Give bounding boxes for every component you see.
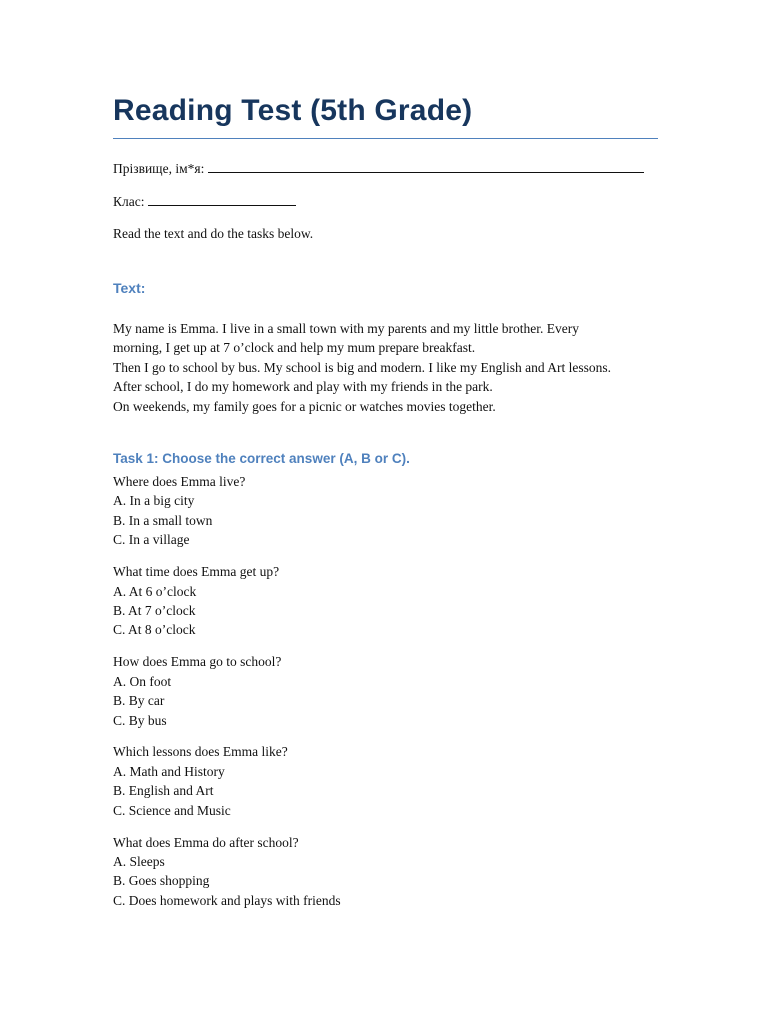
- class-blank-line[interactable]: [148, 192, 296, 206]
- name-label: Прізвище, ім*я:: [113, 161, 205, 176]
- question-text: What does Emma do after school?: [113, 834, 299, 850]
- answer-option: A. Sleeps: [113, 853, 165, 869]
- question-text: Which lessons does Emma like?: [113, 744, 288, 760]
- class-field: [113, 192, 658, 211]
- answer-option: A. At 6 o’clock: [113, 583, 197, 599]
- page-title: Reading Test (5th Grade): [113, 92, 658, 139]
- answer-option: B. In a small town: [113, 512, 213, 528]
- answer-option: B. Goes shopping: [113, 873, 210, 889]
- text-section-heading: Text:: [113, 280, 146, 296]
- passage-line: On weekends, my family goes for a picnic or watches movies together.: [113, 398, 496, 414]
- instruction-text: Read the text and do the tasks below.: [113, 226, 314, 241]
- question-text: Where does Emma live?: [113, 474, 246, 490]
- name-field: [113, 159, 658, 178]
- answer-option: C. By bus: [113, 712, 167, 728]
- answer-option: A. In a big city: [113, 493, 195, 509]
- reading-passage: [113, 319, 658, 416]
- worksheet-page: [113, 92, 658, 910]
- question-text: How does Emma go to school?: [113, 654, 282, 670]
- passage-line: My name is Emma. I live in a small town with my parents and my little brother. Every: [113, 321, 580, 336]
- answer-option: B. By car: [113, 693, 165, 709]
- answer-option: B. English and Art: [113, 783, 214, 799]
- passage-line: morning, I get up at 7 o’clock and help my mum prepare breakfast.: [113, 340, 476, 356]
- question-block: [113, 562, 658, 640]
- question-block: [113, 833, 658, 911]
- answer-option: B. At 7 o’clock: [113, 602, 196, 618]
- answer-option: A. Math and History: [113, 763, 225, 779]
- task1-questions: [113, 472, 658, 910]
- answer-option: C. Science and Music: [113, 802, 231, 818]
- answer-option: A. On foot: [113, 673, 172, 689]
- question-text: What time does Emma get up?: [113, 564, 280, 580]
- passage-line: After school, I do my homework and play with my friends in the park.: [113, 379, 493, 395]
- answer-option: C. In a village: [113, 532, 190, 548]
- class-label: Клас:: [113, 194, 145, 209]
- name-blank-line[interactable]: [208, 159, 644, 173]
- question-block: [113, 742, 658, 820]
- answer-option: C. At 8 o’clock: [113, 622, 196, 638]
- answer-option: C. Does homework and plays with friends: [113, 892, 341, 908]
- passage-line: Then I go to school by bus. My school is big and modern. I like my English and Art lessons.: [113, 359, 611, 375]
- question-block: [113, 472, 658, 550]
- question-block: [113, 652, 658, 730]
- task1-heading: Task 1: Choose the correct answer (A, B or C).: [113, 451, 410, 467]
